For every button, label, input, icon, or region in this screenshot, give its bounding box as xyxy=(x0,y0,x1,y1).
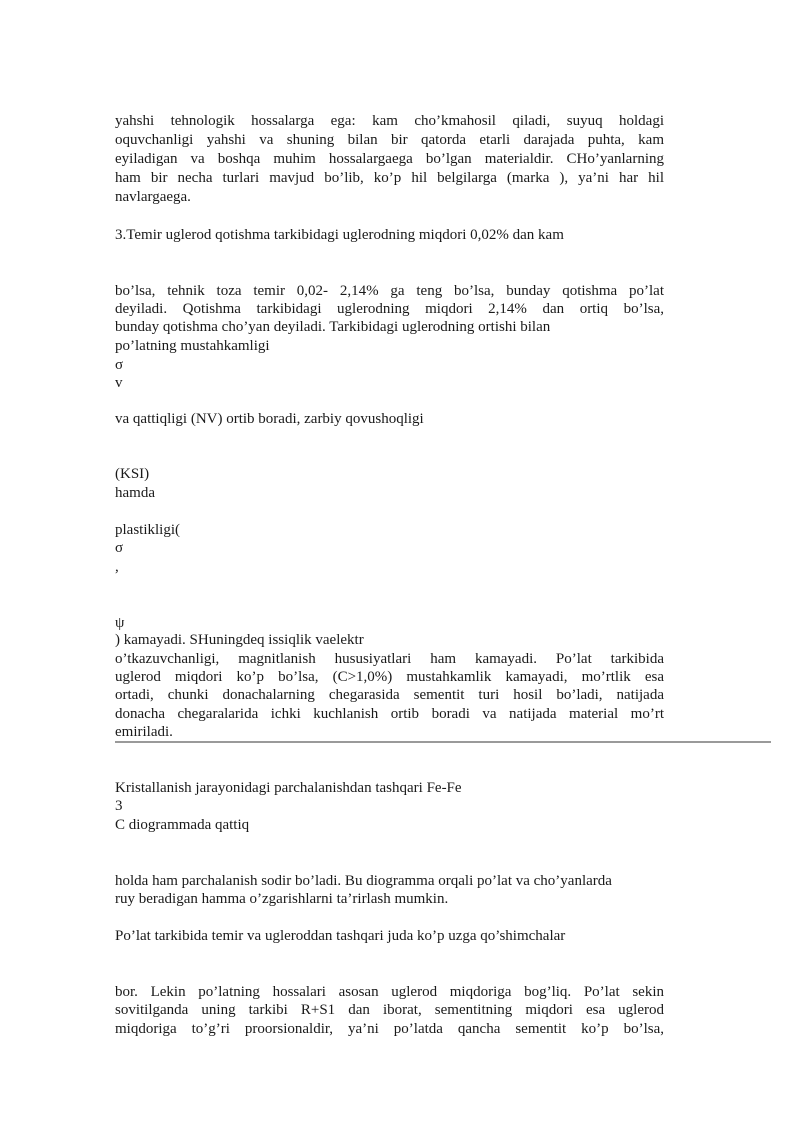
symbol-sigma: σ xyxy=(115,357,124,373)
symbol-psi: ψ xyxy=(115,615,125,631)
text-line: oquvchanligi yahshi va shuning bilan bir qatorda etarli darajada puhta, kam xyxy=(115,132,664,148)
text-line: po’latning mustahkamligi xyxy=(115,338,270,354)
text-line: (KSI) xyxy=(115,466,150,482)
text-line: navlargaega. xyxy=(115,189,191,205)
text-line: uglerod miqdori ko’p bo’lsa, (C>1,0%) mustahkamlik kamayadi, mo’rtlik esa xyxy=(115,669,664,685)
text-line: ortadi, chunki donachalarning chegarasida sementit turi hosil bo’ladi, natijada xyxy=(115,687,664,703)
subscript-digit: 3 xyxy=(115,798,123,814)
text-line: va qattiqligi (NV) ortib boradi, zarbiy qovushoqligi xyxy=(115,411,424,427)
text-line: sovitilganda uning tarkibi R+S1 dan iborat, sementitning miqdori esa uglerod xyxy=(115,1002,664,1018)
text-line: holda ham parchalanish sodir bo’ladi. Bu diogramma orqali po’lat va cho’yanlarda xyxy=(115,873,612,889)
text-line: ) kamayadi. SHuningdeq issiqlik vaelektr xyxy=(115,632,364,648)
text-line: bor. Lekin po’latning hossalari asosan uglerod miqdoriga bog’liq. Po’lat sekin xyxy=(115,984,664,1000)
section-heading: 3.Temir uglerod qotishma tarkibidagi uglerodning miqdori 0,02% dan kam xyxy=(115,227,564,243)
horizontal-divider xyxy=(115,741,771,743)
text-line: deyiladi. Qotishma tarkibidagi uglerodning miqdori 2,14% dan ortiq bo’lsa, xyxy=(115,301,664,317)
text-line: ham bir necha turlari mavjud bo’lib, ko’p hil belgilarga (marka ), ya’ni har hil xyxy=(115,170,664,186)
text-line: bo’lsa, tehnik toza temir 0,02- 2,14% ga teng bo’lsa, bunday qotishma po’lat xyxy=(115,283,664,299)
text-line: ruy beradigan hamma o’zgarishlarni ta’rirlash mumkin. xyxy=(115,891,449,907)
text-line: bunday qotishma cho’yan deyiladi. Tarkibidagi uglerodning ortishi bilan xyxy=(115,319,551,335)
symbol-subscript: v xyxy=(115,375,123,391)
text-line: yahshi tehnologik hossalarga ega: kam cho’kmahosil qiladi, suyuq holdagi xyxy=(115,113,664,129)
text-line: Kristallanish jarayonidagi parchalanishdan tashqari Fe-Fe xyxy=(115,780,462,796)
text-line: Po’lat tarkibida temir va ugleroddan tashqari juda ko’p uzga qo’shimchalar xyxy=(115,928,566,944)
text-line: hamda xyxy=(115,485,155,501)
text-line: donacha chegaralarida ichki kuchlanish ortib boradi va natijada material mo’rt xyxy=(115,706,664,722)
text-line: eyiladigan va boshqa muhim hossalargaega bo’lgan materialdir. CHo’yanlarning xyxy=(115,151,664,167)
text-line: miqdoriga to’g’ri proorsionaldir, ya’ni po’latda qancha sementit ko’p bo’lsa, xyxy=(115,1021,664,1037)
text-line: emiriladi. xyxy=(115,724,173,740)
symbol-sigma: σ xyxy=(115,540,124,556)
text-line: C diogrammada qattiq xyxy=(115,817,250,833)
text-line: o’tkazuvchanligi, magnitlanish hususiyatlari ham kamayadi. Po’lat tarkibida xyxy=(115,651,664,667)
symbol-comma: , xyxy=(115,559,119,575)
text-line: plastikligi( xyxy=(115,522,180,538)
